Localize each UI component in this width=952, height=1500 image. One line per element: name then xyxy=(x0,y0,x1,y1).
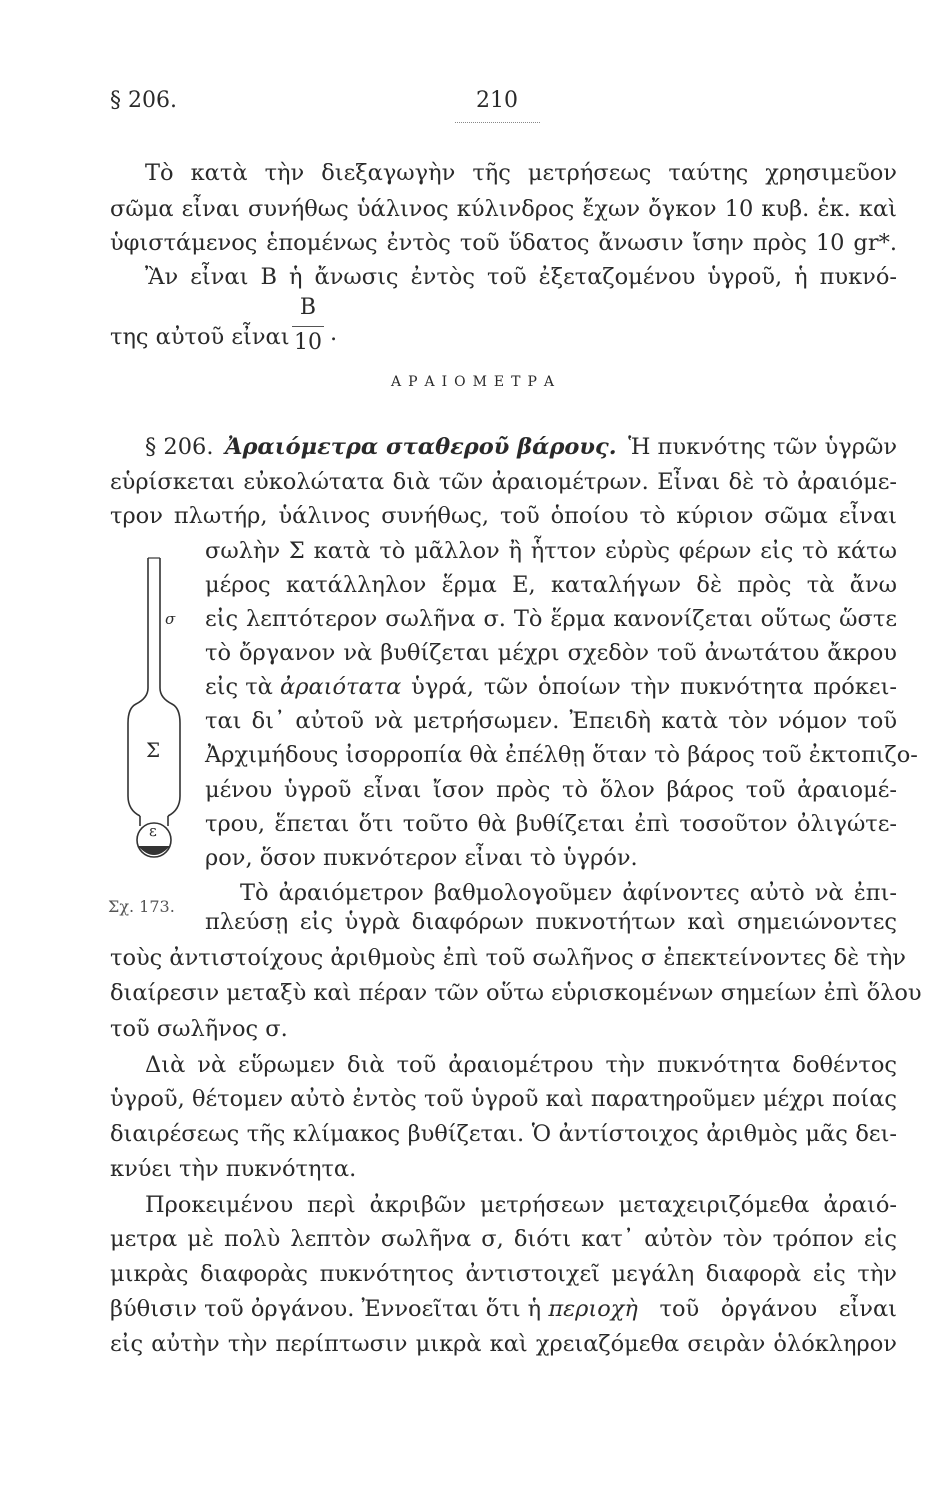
p4-line-3: διαιρέσεως τῆς κλίμακος βυθίζεται. Ὁ ἀντίστοιχος ἀριθμὸς μᾶς δει- xyxy=(110,1121,897,1147)
p1-line-2: σῶμα εἶναι συνήθως ὑάλινος κύλινδρος ἔχων ὄγκον 10 κυβ. ἑκ. καὶ xyxy=(110,196,897,222)
header-rule xyxy=(455,122,540,123)
p2-line-11: τρου, ἕπεται ὅτι τοῦτο θὰ βυθίζεται ἐπὶ τοσοῦτον ὀλιγώτε- xyxy=(205,811,897,837)
p3-line-2: πλεύσῃ εἰς ὑγρὰ διαφόρων πυκνοτήτων καὶ σημειώνοντες xyxy=(205,909,897,935)
p2-line-7 xyxy=(205,672,897,702)
formula-prefix: της αὐτοῦ εἶναι xyxy=(110,324,290,350)
section-heading-rest: Ἡ πυκνότης τῶν ὑγρῶν xyxy=(628,434,897,460)
figure-caption: Σχ. 173. xyxy=(108,897,175,916)
thin-tube xyxy=(148,558,160,688)
p2-line-10: μένου ὑγροῦ εἶναι ἴσον πρὸς τὸ ὅλον βάρος τοῦ ἀραιομέ- xyxy=(205,777,897,803)
p3-line-3: τοὺς ἀντιστοίχους ἀριθμοὺς ἐπὶ τοῦ σωλῆνος σ ἐπεκτείνοντες δὲ τὴν xyxy=(110,945,906,971)
label-big-sigma: Σ xyxy=(146,738,161,762)
p2-line-5: εἰς λεπτότερον σωλῆνα σ. Τὸ ἕρμα κανονίζεται οὕτως ὥστε xyxy=(205,606,897,632)
p5-line-5: εἰς αὐτὴν τὴν περίπτωσιν μικρὰ καὶ χρειαζόμεθα σειρὰν ὁλόκληρον xyxy=(110,1331,897,1357)
p2-line-7-pre: εἰς τὰ xyxy=(205,674,281,700)
p5-line-4-pre: βύθισιν τοῦ ὀργάνου. Ἐννοεῖται ὅτι ἡ xyxy=(110,1296,549,1322)
p3-line-1: Τὸ ἀραιόμετρον βαθμολογοῦμεν ἀφίνοντες αὐτὸ νὰ ἐπι- xyxy=(240,880,897,906)
page-number: 210 xyxy=(476,88,518,113)
p1-line-1: Τὸ κατὰ τὴν διεξαγωγὴν τῆς μετρήσεως ταύτης χρησιμεῦον xyxy=(145,160,897,186)
p5-line-4-italic: περιοχὴ xyxy=(548,1296,638,1322)
p3-line-4: διαίρεσιν μεταξὺ καὶ πέραν τῶν οὕτω εὑρισκομένων σημείων ἐπὶ ὅλου xyxy=(110,980,922,1006)
p4-line-4: κνύει τὴν πυκνότητα. xyxy=(110,1156,357,1182)
p4-line-1: Διὰ νὰ εὕρωμεν διὰ τοῦ ἀραιομέτρου τὴν πυκνότητα δοθέντος xyxy=(145,1052,897,1078)
p2-line-6: τὸ ὄργανον νὰ βυθίζεται μέχρι σχεδὸν τοῦ ἀνωτάτου ἄκρου xyxy=(205,640,897,666)
p2-line-2: τρον πλωτήρ, ὑάλινος συνήθως, τοῦ ὁποίου τὸ κύριον σῶμα εἶναι xyxy=(110,503,897,529)
section-title: ΑΡΑΙΟΜΕΤΡΑ xyxy=(390,374,562,390)
p1-line-3: ὑφιστάμενος ἑπομένως ἐντὸς τοῦ ὕδατος ἄνωσιν ἴσην πρὸς 10 gr*. xyxy=(110,230,897,256)
formula-denominator: 10 xyxy=(294,330,322,355)
running-section: § 206. xyxy=(110,88,177,113)
section-number: § 206. xyxy=(145,434,214,460)
p3-line-5: τοῦ σωλῆνος σ. xyxy=(110,1016,288,1042)
p2-line-3: σωλὴν Σ κατὰ τὸ μᾶλλον ἢ ἧττον εὐρὺς φέρων εἰς τὸ κάτω xyxy=(205,538,897,564)
section-heading: Ἀραιόμετρα σταθεροῦ βάρους. xyxy=(225,434,617,460)
p5-line-4 xyxy=(110,1294,897,1324)
p1-line-4: Ἂν εἶναι Β ἡ ἄνωσις ἐντὸς τοῦ ἐξεταζομένου ὑγροῦ, ἡ πυκνό- xyxy=(145,264,897,290)
formula-period: . xyxy=(330,320,338,346)
fraction-bar xyxy=(292,326,324,327)
p2-line-12: ρον, ὅσον πυκνότερον εἶναι τὸ ὑγρόν. xyxy=(205,845,638,871)
hydrometer-figure xyxy=(110,548,205,858)
p5-line-1: Προκειμένου περὶ ἀκριβῶν μετρήσεων μεταχειριζόμεθα ἀραιό- xyxy=(145,1192,897,1218)
p2-line-7-post: ὑγρά, τῶν ὁποίων τὴν πυκνότητα πρόκει- xyxy=(401,674,897,700)
p4-line-2: ὑγροῦ, θέτομεν αὐτὸ ἐντὸς τοῦ ὑγροῦ καὶ παρατηροῦμεν μέχρι ποίας xyxy=(110,1086,897,1112)
label-small-sigma: σ xyxy=(165,610,176,628)
p2-line-4: μέρος κατάλληλον ἕρμα Ε, καταλήγων δὲ πρὸς τὰ ἄνω xyxy=(205,572,897,598)
p2-line-8: ται δι᾿ αὐτοῦ νὰ μετρήσωμεν. Ἐπειδὴ κατὰ τὸν νόμον τοῦ xyxy=(205,708,897,734)
p2-line-9: Ἀρχιμήδους ἰσορροπία θὰ ἐπέλθῃ ὅταν τὸ βάρος τοῦ ἐκτοπιζο- xyxy=(205,742,918,768)
p2-line-7-italic: ἀραιότατα xyxy=(280,674,402,700)
p5-line-3: μικρὰς διαφορὰς πυκνότητος ἀντιστοιχεῖ μεγάλη διαφορὰ εἰς τὴν xyxy=(110,1261,897,1287)
p5-line-2: μετρα μὲ πολὺ λεπτὸν σωλῆνα σ, διότι κατ᾿ αὐτὸν τὸν τρόπον εἰς xyxy=(110,1226,897,1252)
formula-numerator: B xyxy=(299,295,317,320)
p2-line-1: εὑρίσκεται εὐκολώτατα διὰ τῶν ἀραιομέτρων. Εἶναι δὲ τὸ ἀραιόμε- xyxy=(110,469,897,495)
p5-line-4-post: τοῦ ὀργάνου εἶναι xyxy=(637,1296,897,1322)
section-206-line xyxy=(145,432,897,462)
label-epsilon: ε xyxy=(149,822,157,840)
